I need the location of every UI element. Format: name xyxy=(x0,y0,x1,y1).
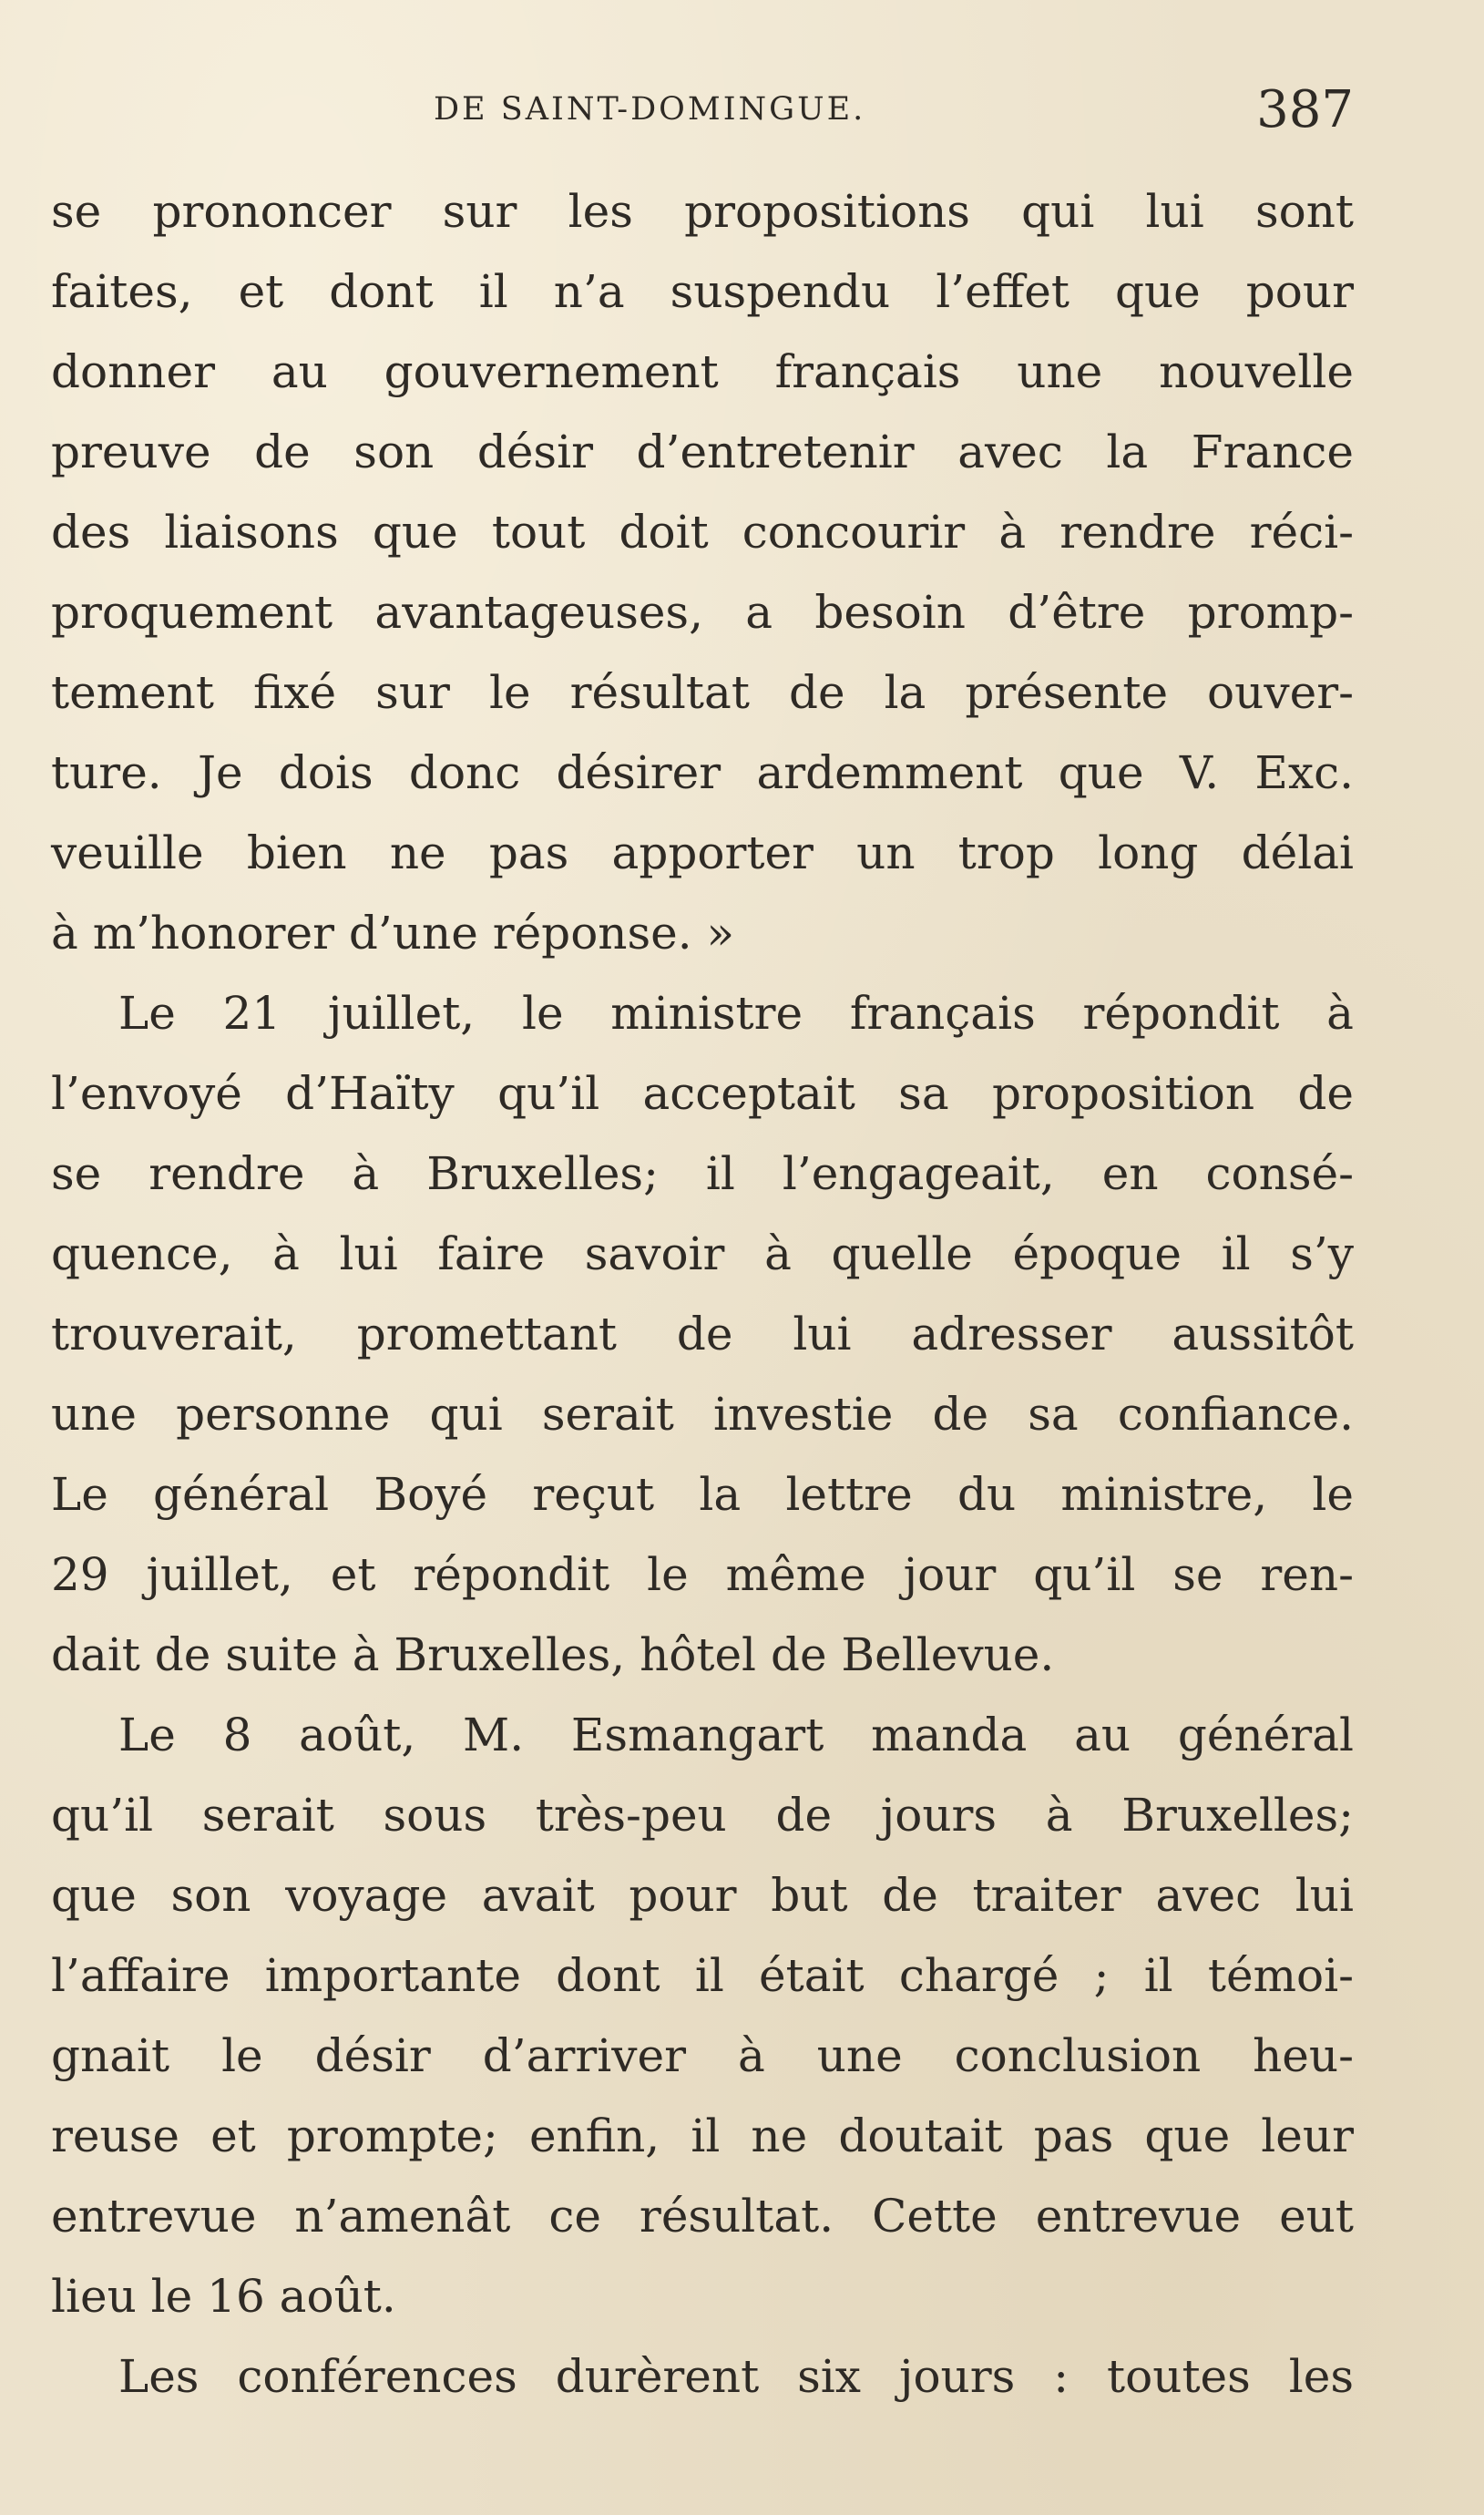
text-line: veuille bien ne pas apporter un trop long délai xyxy=(51,826,1354,879)
text-line: gnait le désir d’arriver à une conclusion heu- xyxy=(51,2029,1354,2082)
text-line: qu’il serait sous très-peu de jours à Bruxelles; xyxy=(51,1789,1354,1842)
text-line: tement fixé sur le résultat de la présente ouver- xyxy=(51,666,1354,719)
text-line: entrevue n’amenât ce résultat. Cette entrevue eut xyxy=(51,2190,1354,2243)
text-line: trouverait, promettant de lui adresser aussitôt xyxy=(51,1308,1354,1360)
page-number: 387 xyxy=(1256,80,1354,139)
text-line: Le 8 août, M. Esmangart manda au général xyxy=(118,1709,1354,1761)
text-line: faites, et dont il n’a suspendu l’effet que pour xyxy=(51,265,1354,318)
text-line: que son voyage avait pour but de traiter avec lui xyxy=(51,1869,1354,1922)
running-title: DE SAINT-DOMINGUE. xyxy=(434,91,866,128)
text-line: Le 21 juillet, le ministre français répondit à xyxy=(118,987,1354,1040)
text-line: preuve de son désir d’entretenir avec la France xyxy=(51,426,1354,478)
text-line: proquement avantageuses, a besoin d’être promp- xyxy=(51,586,1354,639)
text-line: à m’honorer d’une réponse. » xyxy=(51,907,735,960)
text-line: l’envoyé d’Haïty qu’il acceptait sa proposition de xyxy=(51,1067,1354,1120)
running-head xyxy=(51,80,1354,144)
text-line: ture. Je dois donc désirer ardemment que V. Exc. xyxy=(51,746,1354,799)
text-line: 29 juillet, et répondit le même jour qu’il se ren- xyxy=(51,1548,1354,1601)
text-line: lieu le 16 août. xyxy=(51,2270,396,2323)
text-line: une personne qui serait investie de sa confiance. xyxy=(51,1388,1354,1441)
text-line: Le général Boyé reçut la lettre du ministre, le xyxy=(51,1468,1354,1521)
text-line: reuse et prompte; enfin, il ne doutait pas que leur xyxy=(51,2110,1354,2162)
text-line: des liaisons que tout doit concourir à rendre réci- xyxy=(51,506,1354,559)
text-line: l’affaire importante dont il était chargé ; il témoi- xyxy=(51,1949,1354,2002)
text-line: donner au gouvernement français une nouvelle xyxy=(51,345,1354,398)
text-line: se rendre à Bruxelles; il l’engageait, en consé- xyxy=(51,1147,1354,1200)
body-text xyxy=(51,171,1354,2417)
text-line: dait de suite à Bruxelles, hôtel de Bellevue. xyxy=(51,1628,1055,1681)
text-line: quence, à lui faire savoir à quelle époque il s’y xyxy=(51,1227,1354,1280)
text-line: se prononcer sur les propositions qui lui sont xyxy=(51,185,1354,238)
text-line: Les conférences durèrent six jours : toutes les xyxy=(118,2350,1354,2403)
